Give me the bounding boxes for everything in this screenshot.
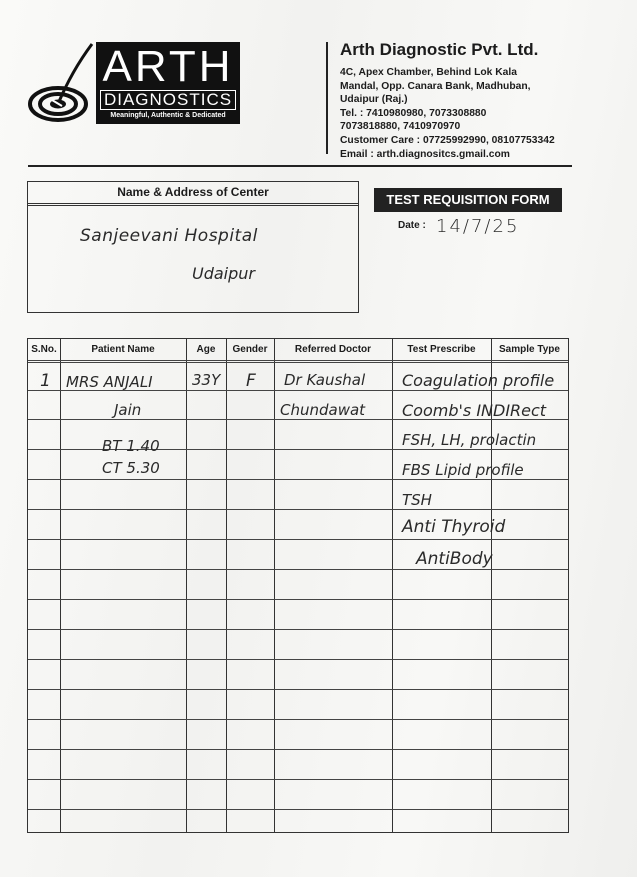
center-city-handwritten: Udaipur	[192, 264, 255, 283]
email-line: Email : arth.diagnositcs.gmail.com	[340, 148, 510, 160]
arth-target-logo-icon	[28, 40, 96, 126]
header-referred-doctor: Referred Doctor	[294, 344, 372, 355]
entry-gender: F	[246, 371, 256, 391]
header-patient-name: Patient Name	[91, 344, 155, 355]
entry-test: AntiBody	[416, 549, 493, 569]
address-line: Mandal, Opp. Canara Bank, Madhuban,	[340, 80, 531, 92]
row-rule	[28, 749, 568, 750]
column-divider	[392, 339, 393, 832]
entry-age: 33Y	[192, 371, 221, 389]
header-sample-type: Sample Type	[499, 344, 560, 355]
date-value-handwritten: 14/7/25	[436, 216, 520, 237]
logo-tagline: Meaningful, Authentic & Dedicated	[110, 112, 226, 119]
requisition-table	[27, 338, 569, 833]
header-gender: Gender	[232, 344, 268, 355]
entry-sno: 1	[40, 371, 51, 391]
row-rule	[28, 509, 568, 510]
brand-logo	[96, 42, 240, 124]
row-rule	[28, 809, 568, 810]
phone-line: Tel. : 7410980980, 7073308880	[340, 107, 487, 119]
company-name: Arth Diagnostic Pvt. Ltd.	[340, 40, 539, 59]
address-line: Udaipur (Raj.)	[340, 94, 408, 106]
address-line: 4C, Apex Chamber, Behind Lok Kala	[340, 67, 517, 78]
customer-care-line: Customer Care : 07725992990, 08107753342	[340, 134, 555, 146]
header-divider	[326, 42, 328, 154]
row-rule	[28, 539, 568, 540]
date-label: Date :	[398, 220, 426, 231]
header-test-prescribe: Test Prescribe	[407, 344, 476, 355]
row-rule	[28, 659, 568, 660]
entry-test: Coagulation profile	[402, 371, 555, 390]
row-rule	[28, 599, 568, 600]
row-rule	[28, 689, 568, 690]
entry-patient-name-line2: Jain	[114, 401, 142, 419]
center-name-handwritten: Sanjeevani Hospital	[80, 226, 258, 246]
phone-line: 7073818880, 7410970970	[340, 121, 461, 133]
entry-test: FSH, LH, prolactin	[402, 431, 537, 449]
row-rule	[28, 719, 568, 720]
entry-ct-time: CT 5.30	[102, 459, 160, 477]
center-heading-double-rule	[28, 205, 358, 206]
logo-subtitle: DIAGNOSTICS	[100, 90, 236, 110]
row-rule	[28, 629, 568, 630]
row-rule	[28, 779, 568, 780]
entry-doctor-line2: Chundawat	[280, 401, 366, 419]
column-divider	[60, 339, 61, 832]
entry-patient-name-line1: MRS ANJALI	[66, 373, 153, 391]
column-divider	[226, 339, 227, 832]
header-row-rule	[28, 360, 568, 361]
column-divider	[186, 339, 187, 832]
entry-doctor-line1: Dr Kaushal	[284, 371, 366, 389]
row-rule	[28, 569, 568, 570]
center-heading: Name & Address of Center	[28, 182, 358, 204]
entry-test: FBS Lipid profile	[402, 461, 524, 479]
entry-test: Coomb's INDIRect	[402, 401, 547, 420]
entry-test: Anti Thyroid	[402, 517, 506, 537]
column-divider	[274, 339, 275, 832]
header-sno: S.No.	[31, 344, 57, 355]
header-age: Age	[196, 344, 216, 355]
entry-bt-time: BT 1.40	[102, 437, 160, 455]
row-rule	[28, 479, 568, 480]
logo-title: ARTH	[102, 42, 234, 91]
entry-test: TSH	[402, 491, 432, 509]
header-row-rule	[28, 362, 568, 363]
company-info	[340, 40, 630, 161]
form-title: TEST REQUISITION FORM	[374, 188, 562, 212]
center-address-box	[27, 181, 359, 313]
header-rule	[28, 165, 572, 167]
